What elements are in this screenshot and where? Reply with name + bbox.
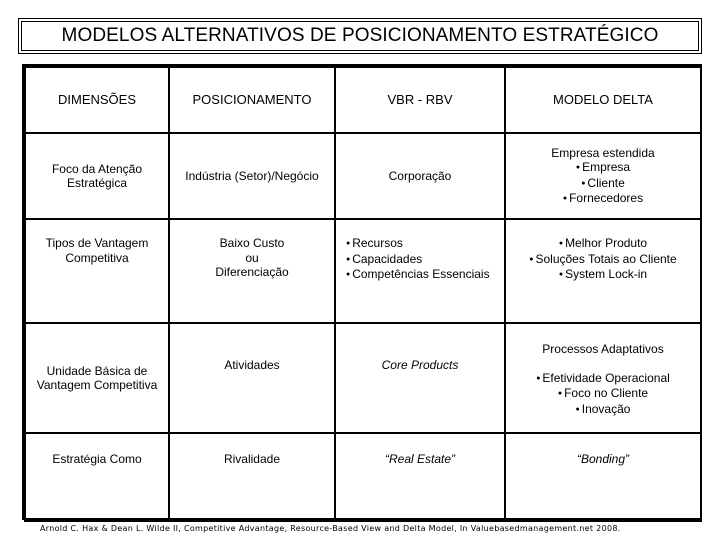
table-row <box>25 433 701 521</box>
cell-delta <box>505 133 701 219</box>
cell-vbr <box>335 323 505 433</box>
list-item: ● System Lock-in <box>559 267 647 281</box>
cell-delta <box>505 219 701 323</box>
list-item: ● Melhor Produto <box>559 236 647 250</box>
cell-dimension <box>25 133 169 219</box>
list-item: ● Cliente <box>581 176 625 190</box>
cell-text: Baixo Custo <box>219 236 285 250</box>
source-citation: Arnold C. Hax & Dean L. Wilde II, Competitive Advantage, Resource-Based View and Delta Model, In Valuebasedmanagement.net 2008. <box>40 524 621 533</box>
cell-text: Foco da Atenção <box>51 161 143 176</box>
cell-text: Diferenciação <box>215 265 289 279</box>
cell-text: Empresa estendida <box>551 145 655 160</box>
cell-text: Atividades <box>224 358 280 372</box>
table-row <box>25 323 701 433</box>
cell-delta <box>505 323 701 433</box>
cell-vbr <box>335 133 505 219</box>
cell-text: “Bonding” <box>576 452 630 466</box>
header-posicionamento: POSICIONAMENTO <box>169 67 335 133</box>
cell-text: Estratégica <box>66 176 128 190</box>
list-item: ● Recursos <box>346 236 403 250</box>
cell-text: Rivalidade <box>223 452 281 466</box>
title-text: MODELOS ALTERNATIVOS DE POSICIONAMENTO ESTRATÉGICO <box>61 25 659 46</box>
cell-text: Tipos de Vantagem <box>45 236 149 250</box>
cell-text: Indústria (Setor)/Negócio <box>185 168 319 183</box>
cell-text: “Real Estate” <box>384 452 456 466</box>
cell-text: Processos Adaptativos <box>542 342 664 356</box>
header-vbr-rbv: VBR - RBV <box>335 67 505 133</box>
cell-delta <box>505 433 701 521</box>
cell-dimension <box>25 433 169 521</box>
list-item: ● Fornecedores <box>563 191 643 205</box>
cell-dimension <box>25 219 169 323</box>
cell-posicionamento <box>169 219 335 323</box>
cell-posicionamento <box>169 323 335 433</box>
cell-text: Estratégia Como <box>52 452 142 466</box>
table-row <box>25 219 701 323</box>
cell-vbr <box>335 219 505 323</box>
list-item: ● Foco no Cliente <box>558 386 648 400</box>
list-item: ● Soluções Totais ao Cliente <box>529 252 676 266</box>
list-item: ● Capacidades <box>346 252 422 266</box>
list-item: ● Efetividade Operacional <box>536 371 670 385</box>
cell-text: Vantagem Competitiva <box>36 378 158 392</box>
cell-vbr <box>335 433 505 521</box>
table-row <box>25 133 701 219</box>
cell-dimension <box>25 323 169 433</box>
cell-posicionamento <box>169 433 335 521</box>
comparison-table <box>22 64 702 520</box>
header-dimensoes: DIMENSÕES <box>25 67 169 133</box>
cell-text: Unidade Básica de <box>46 363 148 378</box>
cell-text: Corporação <box>388 168 452 183</box>
header-modelo-delta: MODELO DELTA <box>505 67 701 133</box>
page-title <box>18 18 702 54</box>
list-item: ● Inovação <box>576 402 631 416</box>
cell-text: Competitiva <box>65 250 129 265</box>
header-row <box>25 67 701 133</box>
list-item: ● Empresa <box>576 160 630 174</box>
list-item: ● Competências Essenciais <box>346 267 490 281</box>
cell-text: Core Products <box>381 358 459 372</box>
cell-posicionamento <box>169 133 335 219</box>
cell-text: ou <box>245 250 259 265</box>
